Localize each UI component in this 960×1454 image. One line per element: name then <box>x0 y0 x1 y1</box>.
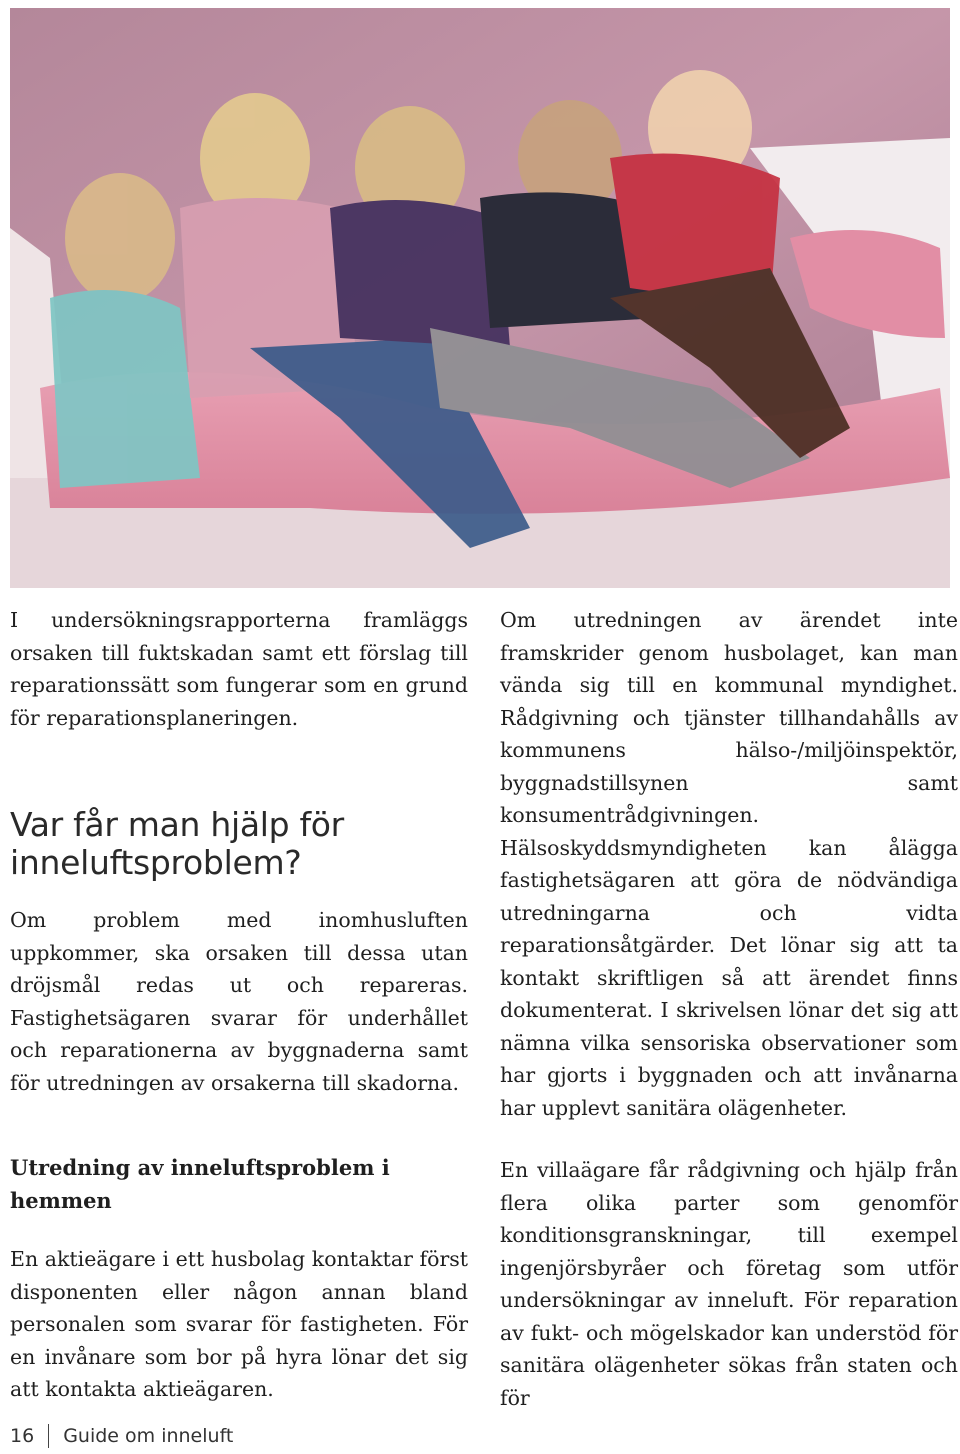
footer-divider <box>48 1424 49 1448</box>
publication-title: Guide om inneluft <box>63 1425 234 1447</box>
page-footer <box>10 1424 233 1448</box>
children-on-bed-photo <box>10 8 950 588</box>
body-paragraph: I undersökningsrapporterna framläggs orsaken till fuktskadan samt ett förslag till reparationssätt som fungerar som en grund för reparationsplaneringen. <box>10 608 468 730</box>
body-paragraph: En aktieägare i ett husbolag kontaktar först disponenten eller någon annan bland personalen som svarar för fastigheten. För en invånare som bor på hyra lönar det sig att kontakta aktieägaren. <box>10 1247 468 1401</box>
left-column <box>10 604 468 1406</box>
photo-illustration <box>10 8 950 588</box>
body-paragraph: En villaägare får rådgivning och hjälp från flera olika parter som genomför konditionsgranskningar, till exempel ingenjörsbyråer och företag som utför undersökningar av inneluft. För reparation av fukt- och mögelskador kan understöd för sanitära olägenheter sökas från staten och för <box>500 1158 958 1410</box>
body-paragraph: Om utredningen av ärendet inte framskrider genom husbolaget, kan man vända sig till en kommunal myndighet. Rådgivning och tjänster tillhandahålls av kommunens hälso-/miljöinspektör, byggnadstillsynen samt konsumentrådgivningen. Hälsoskyddsmyndigheten kan ålägga fastighetsägaren att göra de nödvändiga utredningarna och vidta reparationsåtgärder. Det lönar sig att ta kontakt skriftligen så att ärendet finns dokumenterat. I skrivelsen lönar det sig att nämna vilka sensoriska observationer som har gjorts i byggnaden och att invånarna har upplevt sanitära olägenheter. <box>500 608 958 1120</box>
right-column <box>500 604 958 1414</box>
page-number: 16 <box>10 1425 35 1447</box>
subheading: Utredning av inneluftsproblem i hemmen <box>10 1155 390 1213</box>
section-heading: Var får man hjälp för inneluftsproblem? <box>10 805 344 882</box>
body-paragraph: Om problem med inomhusluften uppkommer, ska orsaken till dessa utan dröjsmål redas ut och repareras. Fastighetsägaren svarar för underhållet och reparationerna av byggnaderna samt för utredningen av orsakerna till skadorna. <box>10 908 468 1095</box>
